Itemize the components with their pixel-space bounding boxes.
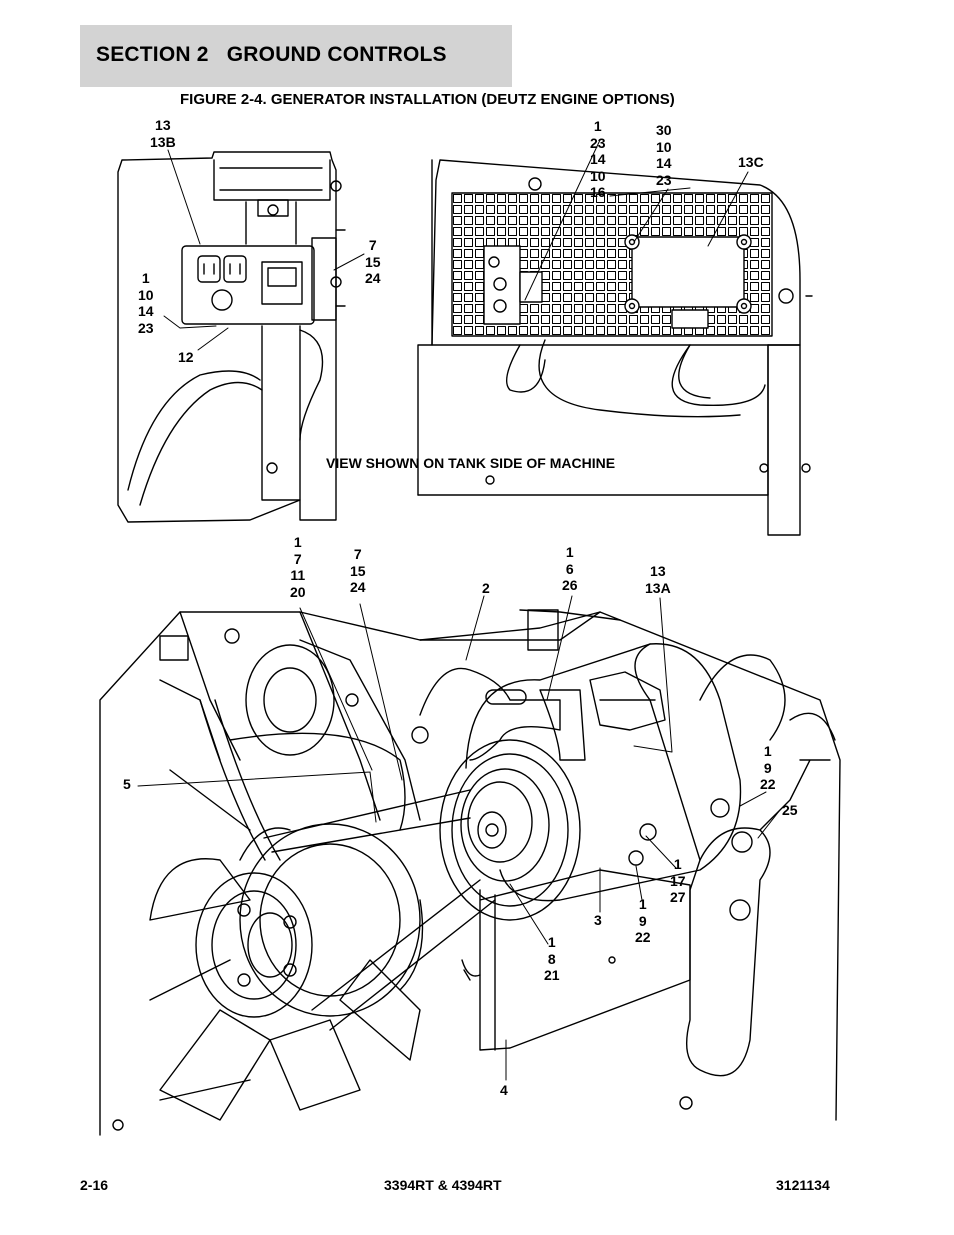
callout-13-13b: 13 13B	[150, 117, 176, 150]
callout-1-6-26: 1 6 26	[562, 544, 578, 593]
callout-1-9-22-right: 1 9 22	[760, 743, 776, 792]
figure-title: FIGURE 2-4. GENERATOR INSTALLATION (DEUTZ ENGINE OPTIONS)	[180, 91, 675, 108]
callout-13-13a: 13 13A	[645, 563, 671, 596]
callout-5: 5	[123, 776, 131, 792]
section-title: SECTION 2 GROUND CONTROLS	[96, 43, 447, 66]
callout-3: 3	[594, 912, 602, 928]
callout-1-9-22-lower: 1 9 22	[635, 896, 651, 945]
callout-1-8-21: 1 8 21	[544, 934, 560, 983]
callout-2: 2	[482, 580, 490, 596]
callout-7-15-24-lower: 7 15 24	[350, 546, 366, 595]
callout-7-15-24-upper: 7 15 24	[365, 237, 381, 286]
callout-13c: 13C	[738, 154, 764, 170]
callout-30-10-14-23: 30 10 14 23	[656, 122, 672, 188]
page-number: 2-16	[80, 1177, 109, 1193]
callout-1-7-11-20: 1 7 11 20	[290, 534, 306, 600]
view-note: VIEW SHOWN ON TANK SIDE OF MACHINE	[326, 455, 616, 471]
main-generator-drawing	[100, 596, 840, 1135]
callout-1-23-14-10-16: 1 23 14 10 16	[590, 118, 606, 200]
callout-4: 4	[500, 1082, 508, 1098]
callout-1-17-27: 1 17 27	[670, 856, 686, 905]
upper-right-detail	[418, 140, 812, 535]
callout-25: 25	[782, 802, 798, 818]
callout-12: 12	[178, 349, 194, 365]
model-name: 3394RT & 4394RT	[384, 1177, 502, 1193]
callout-1-10-14-23: 1 10 14 23	[138, 270, 154, 336]
part-number: 3121134	[776, 1177, 830, 1193]
